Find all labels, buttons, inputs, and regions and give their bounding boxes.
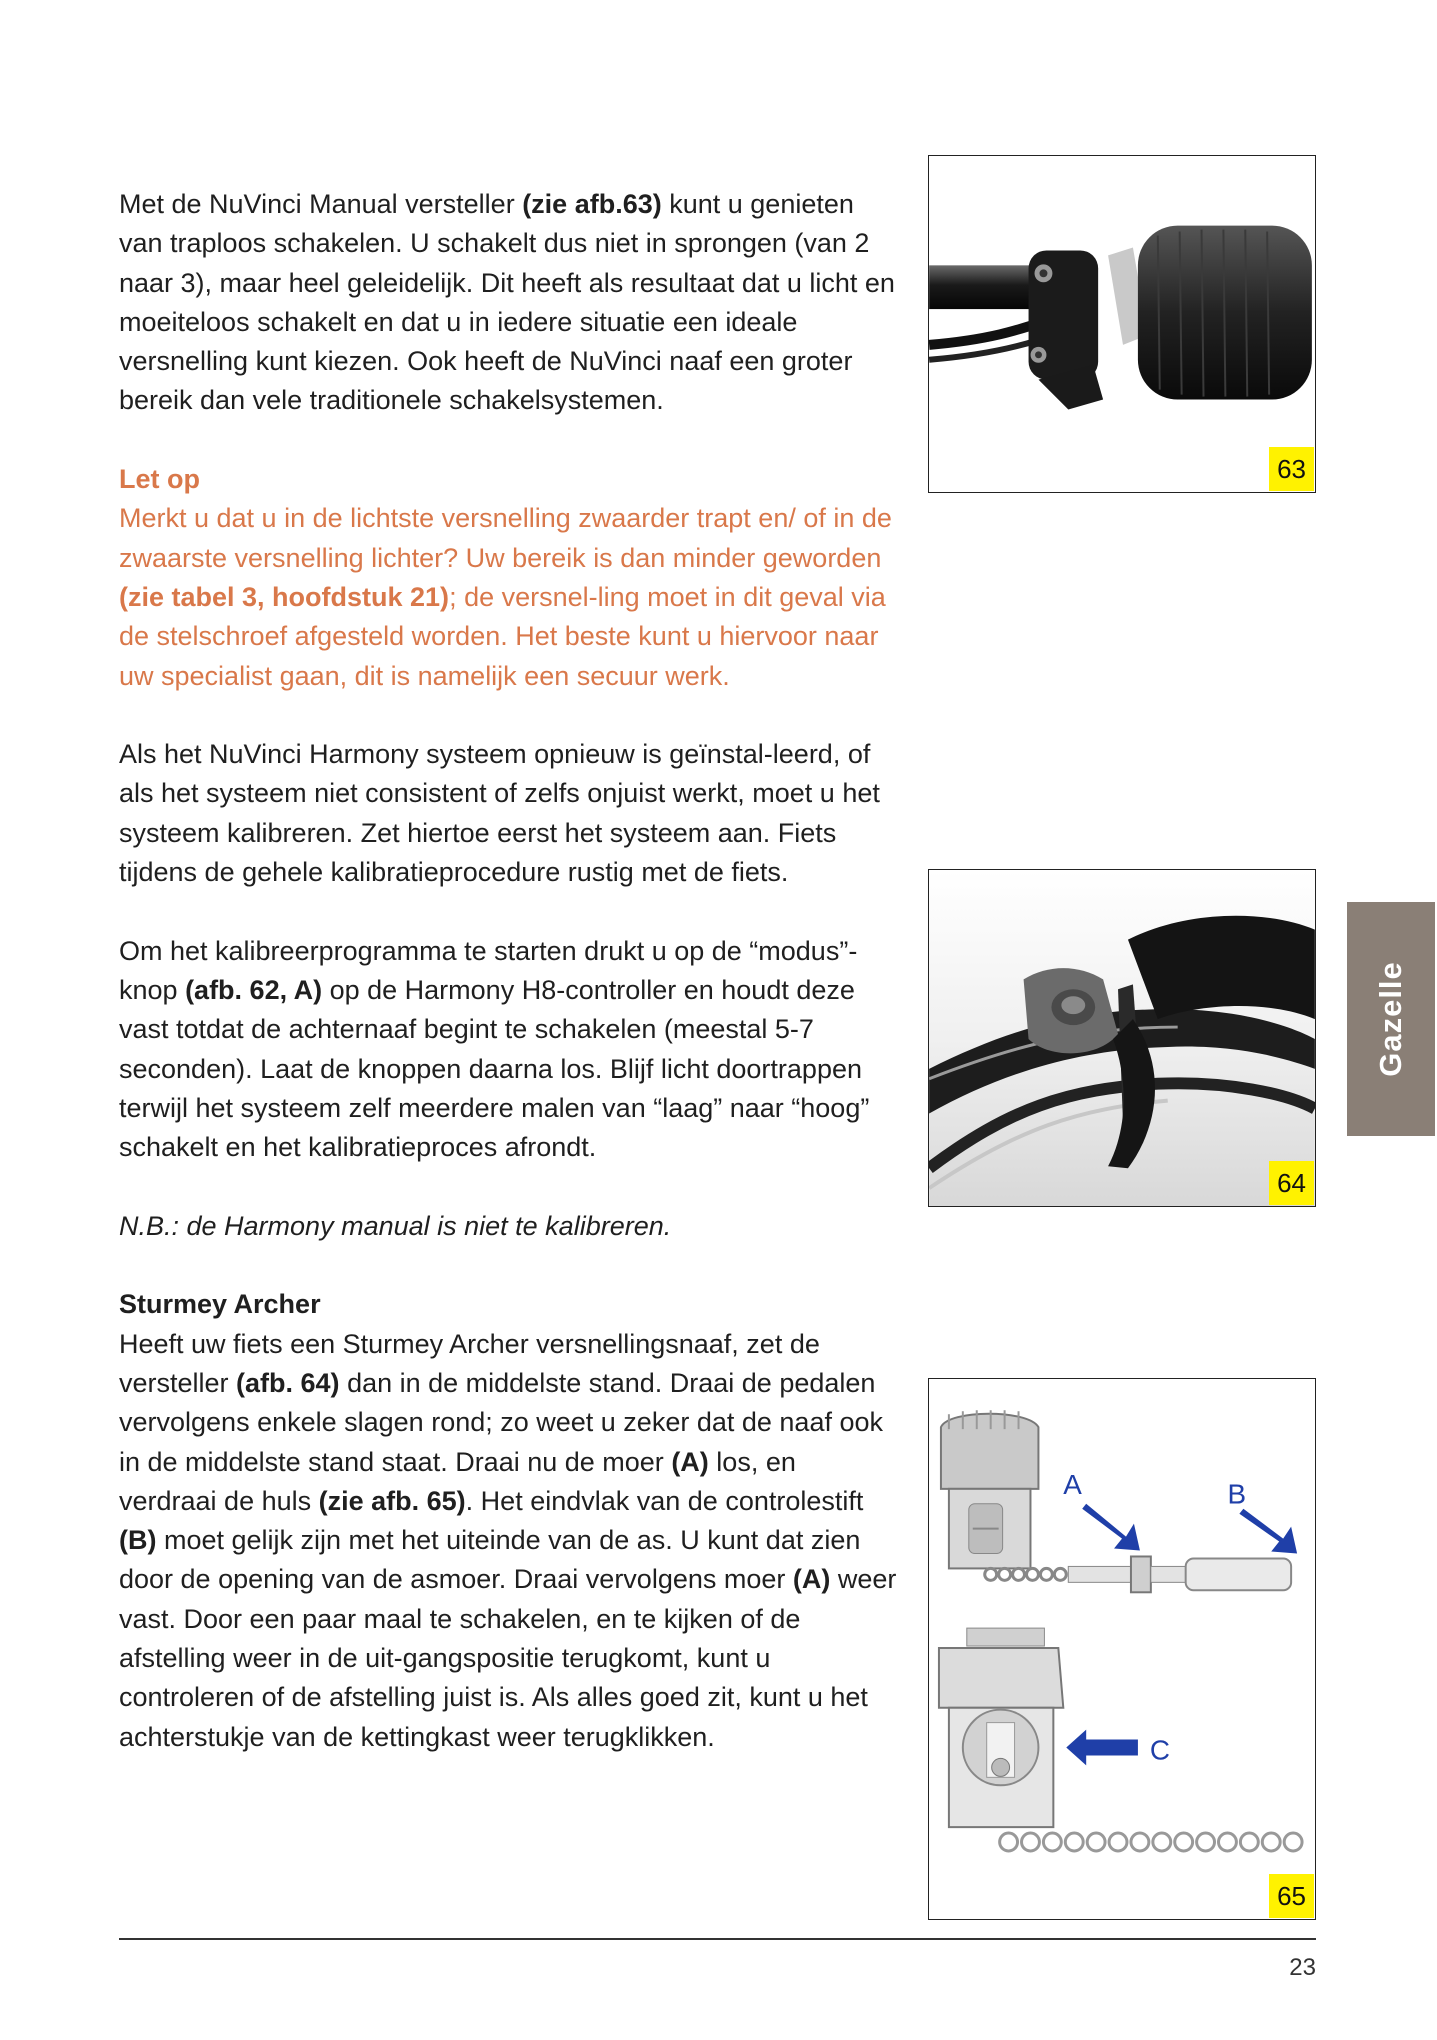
sturmey-text: los, en verdraai de huls [119,1446,796,1516]
harmony-paragraph-1: Als het NuVinci Harmony systeem opnieuw is geïnstal-leerd, of als het systeem niet consistent of zelfs onjuist werkt, moet u het systeem kalibreren. Zet hiertoe eerst het systeem aan. Fiets tijdens de gehele kalibratieprocedure rustig met de fiets. [119,739,880,888]
harmony-text: op de Harmony H8-controller en houdt deze vast totdat de achternaaf begint te schakelen (meestal 5-7 seconden). Laat de knoppen daarna los. Blijf licht doortrappen terwijl het systeem zelf meerdere malen van “laag” naar “hoog” schakelt en het kalibratieproces afrondt. [119,974,870,1163]
page-number: 23 [1289,1954,1316,1981]
part-reference: (A) [792,1564,831,1595]
sturmey-text: dan in de middelste stand. Draai de pedalen vervolgens enkele slagen rond; zo weet u zeker dat de naaf ook in de middelste stand staat. Draai nu de moer [119,1367,883,1477]
arrow-b-icon [1239,1509,1297,1554]
sturmey-paragraph [119,1325,899,1757]
sturmey-text: weer vast. Door een paar maal te schakelen, en te kijken of de afstelling weer in de uit-gangspositie terugkomt, kunt u controleren of de afstelling juist is. Als alles goed zit, kunt u het achterstukje van de kettingkast weer terugklikken. [119,1564,897,1752]
harmony-note: N.B.: de Harmony manual is niet te kalibreren. [119,1210,672,1241]
note-paragraph [119,499,899,695]
arrow-a-icon [1082,1504,1140,1551]
harmony-text: Om het kalibreerprogramma te starten drukt u op de “modus”-knop [119,935,858,1005]
figure-65 [928,1378,1316,1920]
note-text: ; de versnel-ling moet in dit geval via de stelschroef afgesteld worden. Het beste kunt u hiervoor naar uw specialist gaan, dit is namelijk een secuur werk. [119,581,886,691]
figure-reference: (zie afb. 65) [318,1485,466,1516]
part-reference: (B) [119,1525,157,1556]
label-c: C [1149,1734,1170,1766]
figure-number-badge: 64 [1269,1161,1314,1205]
intro-text: Met de NuVinci Manual versteller [119,189,523,219]
intro-paragraph [119,185,899,421]
sturmey-text: Heeft uw fiets een Sturmey Archer versnellingsnaaf, zet de versteller [119,1328,820,1398]
figure-64 [928,869,1316,1207]
brand-tab-label: Gazelle [1373,961,1408,1077]
twist-shifter-illustration [929,156,1315,492]
note-text: Merkt u dat u in de lichtste versnelling zwaarder trapt en/ of in de zwaarste versnelling lichter? Uw bereik is dan minder geworden [119,503,892,573]
brand-side-tab [1347,902,1435,1136]
harmony-paragraph-2 [119,932,899,1168]
figure-number-badge: 65 [1269,1874,1314,1918]
sturmey-heading: Sturmey Archer [119,1289,321,1320]
footer-divider [119,1938,1316,1940]
hub-adjustment-diagram [929,1379,1315,1919]
intro-text: kunt u genieten van traploos schakelen. U schakelt dus niet in sprongen (van 2 naar 3), maar heel geleidelijk. Dit heeft als resultaat dat u licht en moeiteloos schakelt en dat u in iedere situatie een ideale versnelling kunt kiezen. Ook heeft de NuVinci naaf een groter bereik dan vele traditionele schakelsystemen. [119,189,895,416]
table-reference: (zie tabel 3, hoofdstuk 21) [119,581,450,612]
label-a: A [1063,1468,1082,1500]
figure-number-badge: 63 [1269,447,1314,491]
arrow-c-icon [1066,1730,1138,1766]
main-text-column [119,185,899,1757]
figure-63 [928,155,1316,493]
sturmey-text: moet gelijk zijn met het uiteinde van de as. U kunt dat zien door de opening van de asmoer. Draai vervolgens moer [119,1525,861,1595]
label-b: B [1227,1478,1247,1510]
part-reference: (A) [671,1446,709,1477]
figure-reference: (zie afb.63) [522,189,662,219]
figure-reference: (afb. 62, A) [185,974,323,1005]
sturmey-text: . Het eindvlak van de controlestift [465,1485,864,1516]
note-heading: Let op [119,464,200,495]
sturmey-shifter-illustration [929,870,1315,1206]
figure-reference: (afb. 64) [236,1367,340,1398]
